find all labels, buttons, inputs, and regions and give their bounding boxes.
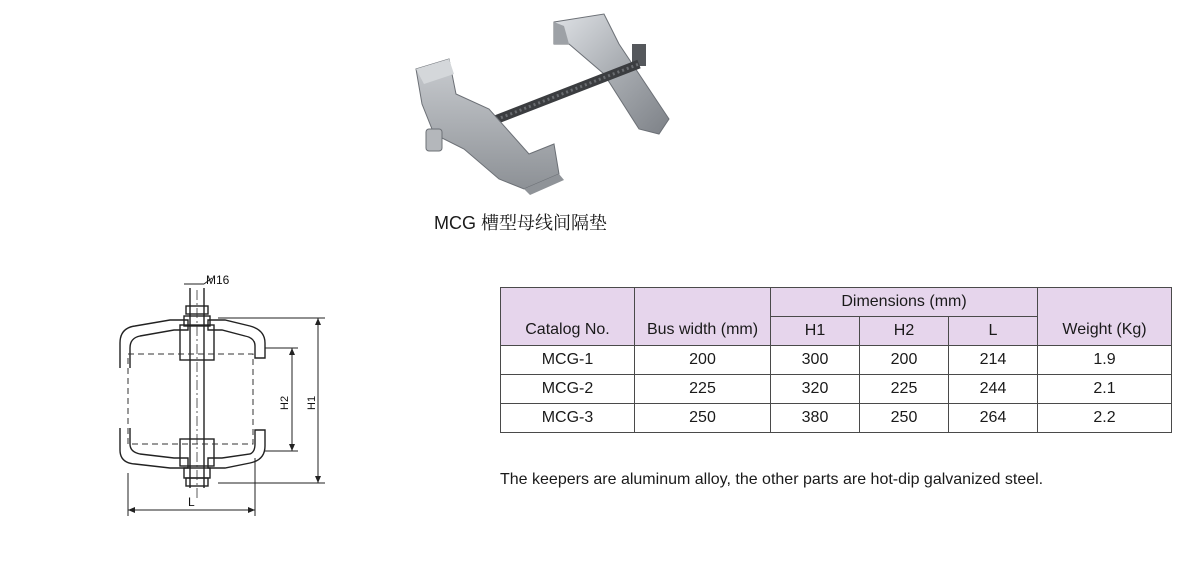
cell-h2: 200: [860, 346, 949, 375]
header-h2: H2: [860, 317, 949, 346]
h2-label: H2: [279, 395, 291, 410]
cell-weight: 2.1: [1038, 375, 1172, 404]
product-caption: MCG 槽型母线间隔垫: [434, 213, 607, 233]
table-row: [501, 404, 1172, 433]
cell-h1: 300: [771, 346, 860, 375]
header-weight: Weight (Kg): [1038, 288, 1172, 346]
bolt-label: M16: [206, 273, 230, 287]
cell-l: 264: [949, 404, 1038, 433]
technical-drawing: [100, 268, 340, 518]
h1-label: H1: [306, 395, 318, 410]
header-bus-width: Bus width (mm): [635, 288, 771, 346]
product-photo: [404, 4, 704, 204]
header-dimensions: Dimensions (mm): [771, 288, 1038, 317]
cell-weight: 1.9: [1038, 346, 1172, 375]
cell-h1: 380: [771, 404, 860, 433]
cell-bus-width: 225: [635, 375, 771, 404]
cell-h1: 320: [771, 375, 860, 404]
header-l: L: [949, 317, 1038, 346]
cell-bus-width: 200: [635, 346, 771, 375]
cell-catalog-no: MCG-1: [501, 346, 635, 375]
l-label: L: [188, 495, 195, 509]
cell-catalog-no: MCG-2: [501, 375, 635, 404]
cell-h2: 225: [860, 375, 949, 404]
cell-bus-width: 250: [635, 404, 771, 433]
cell-weight: 2.2: [1038, 404, 1172, 433]
table-row: [501, 346, 1172, 375]
cell-l: 214: [949, 346, 1038, 375]
cell-l: 244: [949, 375, 1038, 404]
table-row: [501, 375, 1172, 404]
header-catalog-no: Catalog No.: [501, 288, 635, 346]
cell-h2: 250: [860, 404, 949, 433]
spec-table: [500, 287, 1172, 433]
material-note: The keepers are aluminum alloy, the other parts are hot-dip galvanized steel.: [500, 471, 1044, 488]
header-h1: H1: [771, 317, 860, 346]
cell-catalog-no: MCG-3: [501, 404, 635, 433]
